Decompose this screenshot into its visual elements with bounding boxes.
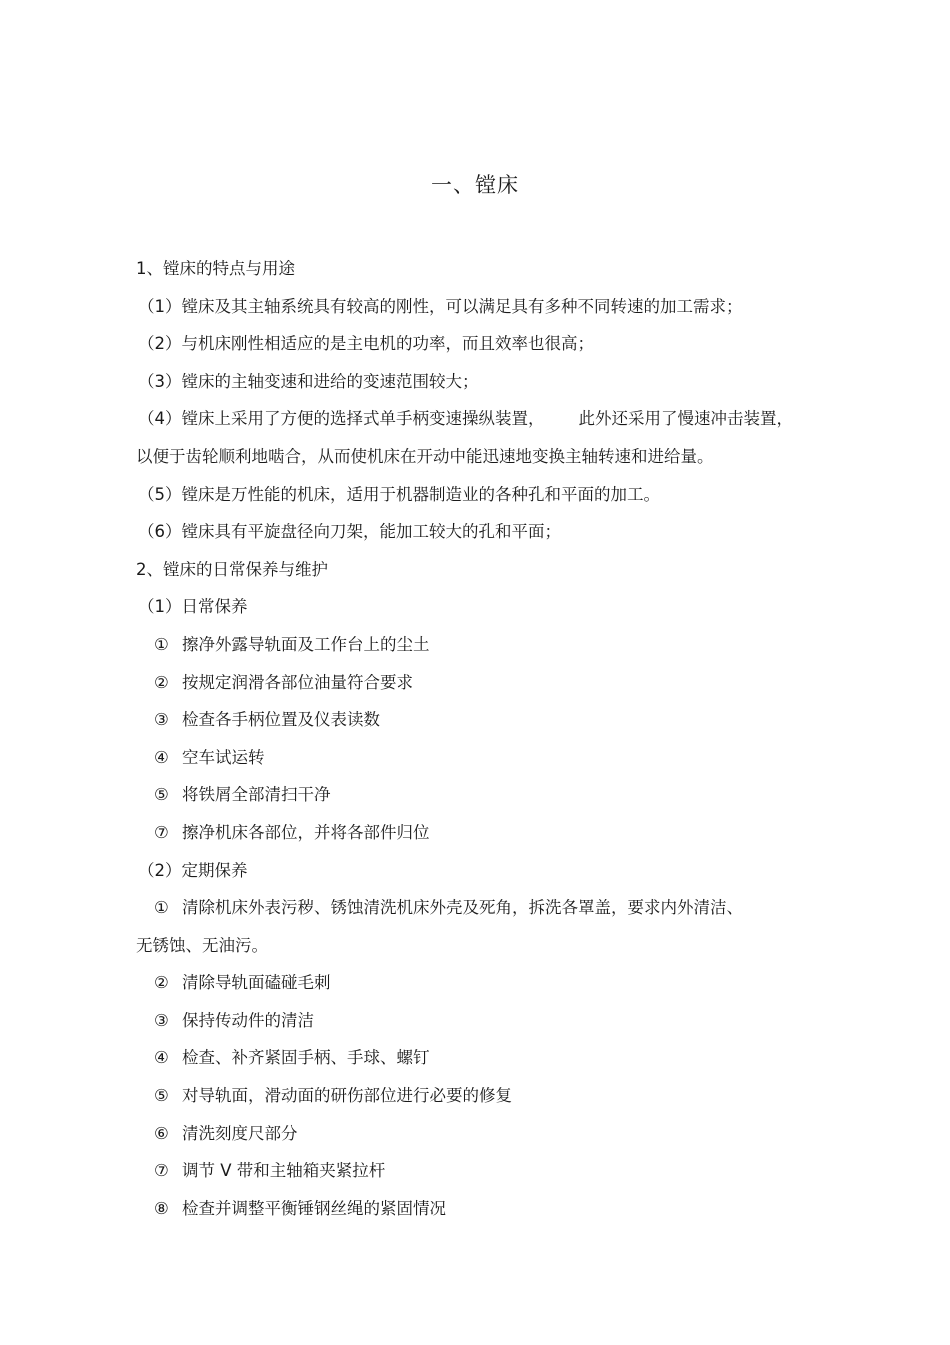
list-number: ① (154, 898, 169, 918)
paragraph-item-4-continued: 以便于齿轮顺利地啮合，从而使机床在开动中能迅速地变换主轴转速和进给量。 (136, 446, 714, 466)
list-text: 清洗刻度尺部分 (182, 1123, 298, 1143)
list-number: ③ (154, 1010, 169, 1030)
paragraph-item-6: （6）镗床具有平旋盘径向刀架，能加工较大的孔和平面； (138, 522, 561, 542)
section-heading-1: 1、镗床的特点与用途 (136, 259, 295, 278)
list-number: ② (154, 973, 169, 993)
list-item (136, 701, 836, 739)
paragraph-item-4-part2: 此外还采用了慢速冲击装置， (578, 409, 793, 429)
list-text: 按规定润滑各部位油量符合要求 (182, 672, 413, 692)
list-text: 调节 V 带和主轴箱夹紧拉杆 (182, 1161, 386, 1181)
list-text: 空车试运转 (182, 747, 265, 767)
list-item (136, 776, 836, 814)
list-item (136, 739, 836, 777)
paragraph-item-2: （2）与机床刚性相适应的是主电机的功率，而且效率也很高； (138, 334, 594, 354)
list-number: ④ (154, 747, 169, 767)
list-number: ③ (154, 710, 169, 730)
list-item (136, 664, 836, 702)
list-number: ⑤ (154, 785, 169, 805)
list-item (136, 1039, 836, 1077)
list-text: 将铁屑全部清扫干净 (182, 785, 331, 805)
paragraph-item-4-part1: （4）镗床上采用了方便的选择式单手柄变速操纵装置， (138, 409, 545, 429)
list-item (136, 626, 836, 664)
list-text: 擦净机床各部位，并将各部件归位 (182, 822, 430, 842)
list-text: 检查并调整平衡锤钢丝绳的紧固情况 (182, 1198, 446, 1218)
page-title: 一、镗床 (431, 173, 519, 197)
list-text: 清除导轨面磕碰毛刺 (182, 973, 331, 993)
list-number: ⑥ (154, 1123, 169, 1143)
list-number: ⑦ (154, 1161, 169, 1181)
list-text: 对导轨面，滑动面的研伤部位进行必要的修复 (182, 1086, 512, 1106)
list-text: 保持传动件的清洁 (182, 1010, 314, 1030)
document-body (136, 250, 836, 1227)
list-item (136, 1190, 836, 1228)
list-item (136, 1002, 836, 1040)
subsection-heading-daily: （1）日常保养 (138, 597, 248, 617)
list-number: ⑧ (154, 1198, 169, 1218)
list-item (136, 964, 836, 1002)
paragraph-item-1: （1）镗床及其主轴系统具有较高的刚性，可以满足具有多种不同转速的加工需求； (138, 296, 743, 316)
paragraph-item-3: （3）镗床的主轴变速和进给的变速范围较大； (138, 371, 479, 391)
list-text: 擦净外露导轨面及工作台上的尘土 (182, 634, 430, 654)
list-number: ④ (154, 1048, 169, 1068)
paragraph-item-4 (136, 400, 836, 438)
list-number: ⑦ (154, 822, 169, 842)
list-item (136, 1115, 836, 1153)
list-text: 检查、补齐紧固手柄、手球、螺钉 (182, 1048, 430, 1068)
section-heading-2: 2、镗床的日常保养与维护 (136, 559, 328, 579)
list-text: 检查各手柄位置及仪表读数 (182, 710, 380, 730)
list-item (136, 1077, 836, 1115)
list-item (136, 1152, 836, 1190)
list-number: ② (154, 672, 169, 692)
list-text: 清除机床外表污秽、锈蚀清洗机床外壳及死角，拆洗各罩盖，要求内外清洁、 (182, 898, 743, 918)
list-item-continued: 无锈蚀、无油污。 (136, 935, 268, 955)
list-item (136, 889, 836, 927)
list-item (136, 814, 836, 852)
paragraph-item-5: （5）镗床是万性能的机床，适用于机器制造业的各种孔和平面的加工。 (138, 484, 660, 504)
list-number: ① (154, 634, 169, 654)
subsection-heading-periodic: （2）定期保养 (138, 860, 248, 880)
list-number: ⑤ (154, 1086, 169, 1106)
